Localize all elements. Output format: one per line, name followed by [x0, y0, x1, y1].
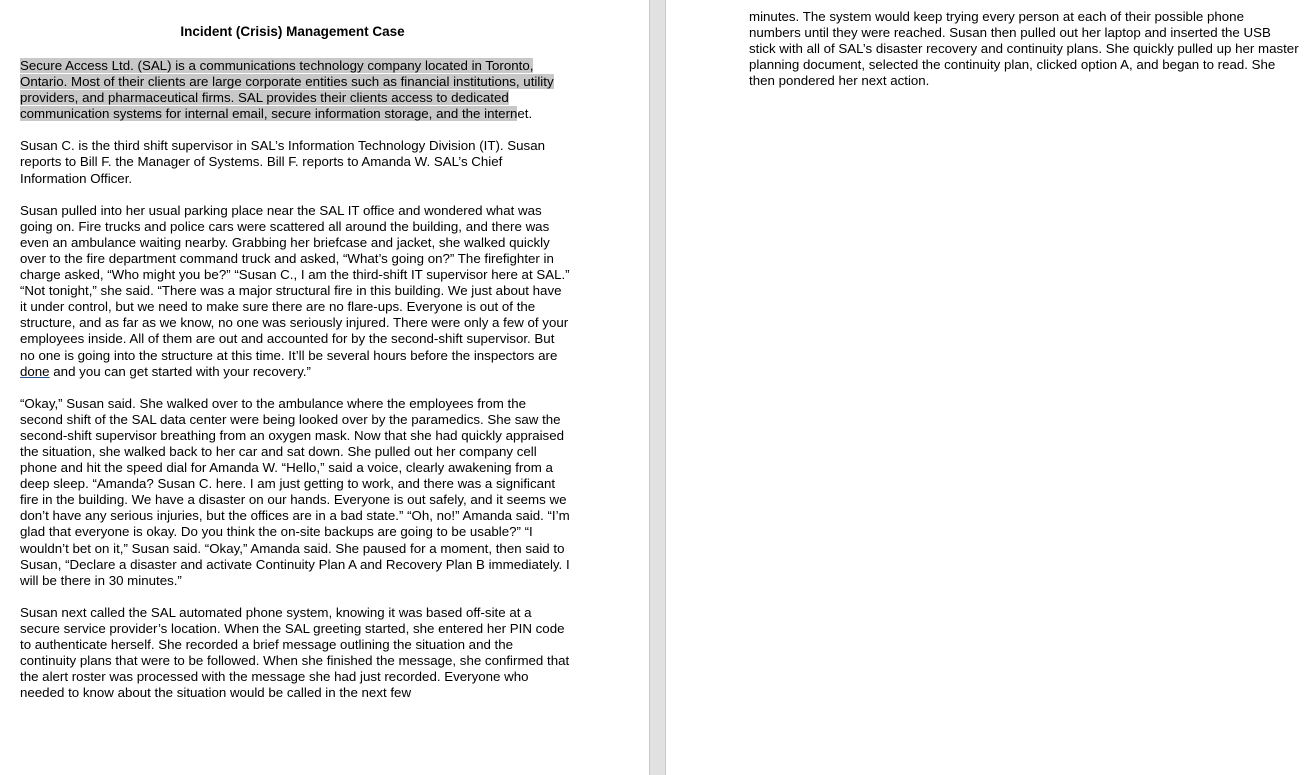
paragraph-reporting-structure[interactable]: Susan C. is the third shift supervisor in SAL’s Information Technology Division (IT). Susan reports to Bill F. the Manager of Systems. Bill F. reports to Amanda W. SAL’s Chief Information Officer. [20, 138, 545, 186]
body-column-left [20, 58, 570, 717]
paragraph-arrival[interactable] [20, 203, 570, 380]
paragraph-phone-call[interactable]: “Okay,” Susan said. She walked over to the ambulance where the employees from the second shift of the SAL data center were being looked over by the paramedics. She saw the second-shift supervisor breathing from an oxygen mask. Now that she had quickly appraised the situation, she walked back to her car and sat down. She pulled out her company cell phone and hit the speed dial for Amanda W. “Hello,” said a voice, clearly awakening from a deep sleep. “Amanda? Susan C. here. I am just getting to work, and there was a significant fire in the building. We have a disaster on our hands. Everyone is out safely, and it seems we don’t have any serious injuries, but the offices are in a bad state.” “Oh, no!” Amanda said. “I’m glad that everyone is okay. Do you think the on-site backups are going to be usable?” “I wouldn’t bet on it,” Susan said. “Okay,” Amanda said. She paused for a moment, then said to Susan, “Declare a disaster and activate Continuity Plan A and Recovery Plan B immediately. I will be there in 30 minutes.” [20, 395, 570, 588]
document-title: Incident (Crisis) Management Case [180, 24, 405, 39]
paragraph-text: and you can get started with your recovery.” [49, 363, 311, 379]
document-page-right [666, 0, 1312, 775]
body-column-right [749, 9, 1299, 105]
paragraph-text: et. [517, 106, 533, 122]
paragraph-alert-system[interactable]: Susan next called the SAL automated phone system, knowing it was based off-site at a secure service provider’s location. When the SAL greeting started, she entered her PIN code to authenticate herself. She recorded a brief message outlining the situation and the continuity plans that were to be followed. When she finished the message, she confirmed that the alert roster was processed with the message she had just recorded. Everyone who needed to know about the situation would be called in the next few [20, 604, 570, 701]
paragraph-company-intro[interactable] [20, 58, 570, 122]
selected-text[interactable]: Secure Access Ltd. (SAL) is a communications technology company located in Toronto, Ontario. Most of their clients are large corporate entities such as financial institutions, utility providers, and pharmaceutical firms. SAL provides their clients access to dedicated communication systems for internal email, secure information storage, and the intern [20, 58, 554, 122]
paragraph-continuation[interactable]: minutes. The system would keep trying every person at each of their possible phone numbers until they were reached. Susan then pulled out her laptop and inserted the USB stick with all of SAL’s disaster recovery and continuity plans. She quickly pulled up her master planning document, selected the continuity plan, clicked option A, and began to read. She then pondered her next action. [749, 9, 1299, 89]
paragraph-text: Susan pulled into her usual parking place near the SAL IT office and wondered what was going on. Fire trucks and police cars were scattered all around the building, and there was even an ambulance waiting nearby. Grabbing her briefcase and jacket, she walked quickly over to the fire department command truck and asked, “What’s going on?” The firefighter in charge asked, “Who might you be?” “Susan C., I am the third-shift IT supervisor here at SAL.” “Not tonight,” she said. “There was a major structural fire in this building. We just about have it under control, but we need to make sure there are no flare-ups. Everyone is out of the structure, and as far as we know, no one was seriously injured. There were only a few of your employees inside. All of them are out and accounted for by the second-shift supervisor. But no one is going into the structure at this time. It’ll be several hours before the inspectors are [20, 202, 570, 363]
document-page-left [0, 0, 649, 775]
page-gutter [649, 0, 666, 775]
grammar-flagged-word[interactable]: done [20, 363, 50, 379]
